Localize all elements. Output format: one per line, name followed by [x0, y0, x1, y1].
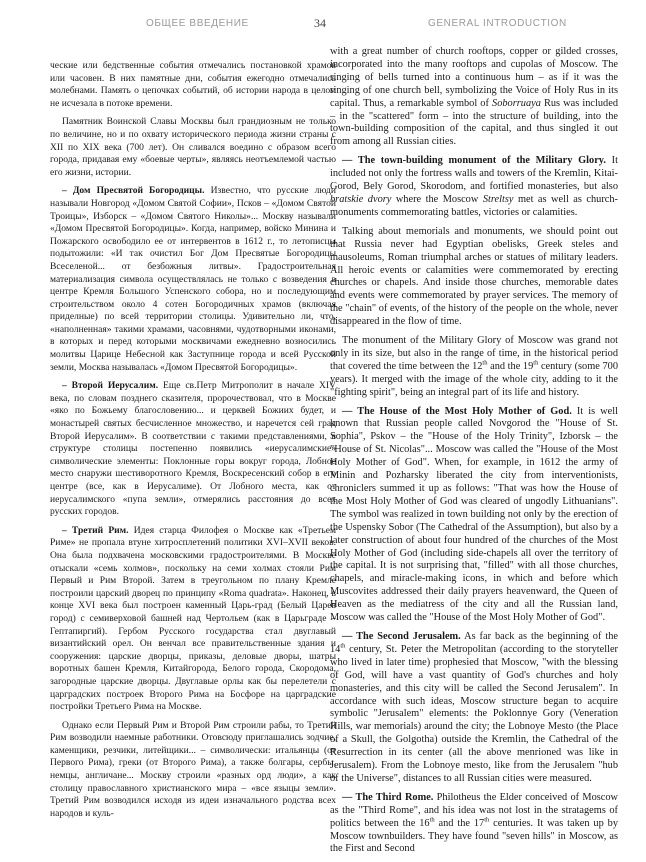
en-p2-italic: bratskie dvory	[330, 193, 392, 205]
en-paragraph-3: Talking about memorials and monuments, we should point out that Russia never had Egyptian obelisks, Greek steles and mausoleums, Roman triumphal arches or statues of military leaders. All heroic events or calamities were commemorated by erecting churches or chapels. And inside those churches, memorable dates and events were commemorated by prayer services. The memory of the "chain" of events, of the history of the people on the whole, never disappeared in the flow of time.	[330, 225, 618, 328]
en-p4-c: century (some 700 years). It merged with the image of the whole city, adding to it the "fighting spirit", being an integral part of its life and history.	[330, 360, 618, 398]
english-column	[330, 46, 618, 862]
page-number: 34	[314, 16, 326, 30]
en-body-house: It is well known that Russian people called Novgorod the "House of St. Sophia", Pskov – the "House of the Holy Trinity", Izborsk – the "House of St. Nicolas"... Moscow was called the "House of the Most Holy Mother of God". When, for example, in 1612 the army of Minin and Pozharsky liberated the city from interventionists, chroniclers summed it up as follows: "That was how the House of the Most Holy Mother of God was cleared of ungodly Lithuanians". The symbol was realized in town building not only by the erection of the Uspensky Sobor (The Cathedral of the Assumption), but also by a later construction of about four hundred of the churches of the Most Holy Mother of God (including side-chapels all over the territory of the capital. It is not surprising that, "filled" with all those churches, chapels, and miracle-making icons, in which and before which Muscovites addressed their daily prayers heavenward, the Queen of Heaven as the mediatress of the city and all the Russian land, Moscow was called the "House of the Most Holy Mother of God".	[330, 405, 618, 624]
ru-heading-house: – Дом Пресвятой Богородицы.	[62, 185, 205, 197]
en-paragraph-military-glory	[330, 155, 618, 220]
ru-heading-jerusalem: – Второй Иерусалим.	[62, 380, 159, 392]
en-p7-c: centuries. It was taken up by Moscow townbuilders. They have found "seven hills" in Moscow, as the First and Second	[330, 817, 618, 855]
ru-body-jerusalem: Еще св.Петр Митрополит в начале XIV века, по словам позднего сказителя, пророчествовал, что в Москве «яко по Божьему благословению... и церквей Божиих будет, и монастырей святых бесчисленное множество, и наречется сей град Второй Иерусалим». В соответствии с такими представлениями, в структуре столицы постепенно появились «иерусалимские» символические элементы: Поклонные горы вокруг города, Лобное место снаружи шестиворотного Кремля, Воскресенский собор в его центре (все, как в Иерусалиме). От Лобного места, как от иерусалимского «пупа земли», отмерялись расстояния до всех русских городов.	[50, 380, 336, 518]
running-head-russian: ОБЩЕЕ ВВЕДЕНИЕ	[146, 18, 249, 29]
en-p2-b: where the Moscow	[391, 193, 483, 205]
russian-column	[50, 60, 336, 826]
ru-paragraph-third-rome	[50, 525, 336, 714]
en-paragraph-third-rome	[330, 792, 618, 857]
en-paragraph-1	[330, 46, 618, 149]
en-p1-end: Rus was included – in the "scattered" form – into the structure of building, into the town-building composition of the capital, and thus singled it out from among all Russian cities.	[330, 97, 618, 148]
en-p1-text: with a great number of church rooftops, copper or gilded crosses, incorporated into the many rooftops and cupolas of Moscow. The ringing of bells turned into a continuous hum – as if it was the ringing of one church bell, symbolizing the Voice of Holy Rus in its capital. Thus, a remarkable symbol of	[330, 46, 618, 109]
en-p2-a: It included not only the fortress walls and towers of the Kremlin, Kitai-Gorod, Bely Gorod, Skorodom, and fortified monasteries, but also	[330, 155, 619, 193]
en-p4-sup1: th	[482, 359, 488, 367]
en-p7-sup1: th	[429, 816, 435, 824]
page-header	[0, 0, 646, 28]
en-p2-italic2: Streltsy	[482, 193, 514, 205]
en-heading-jerusalem: — The Second Jerusalem.	[342, 630, 461, 642]
en-p1-italic: Soborruaya	[492, 97, 541, 109]
en-p7-a: Philotheus the Elder conceived of Moscow as the "Third Rome", and his idea was not lost in the stratagems of politics between the 16	[330, 791, 618, 829]
en-p4-sup2: th	[533, 359, 539, 367]
en-paragraph-house-of-mother-of-god	[330, 406, 618, 625]
en-heading-military-glory: — The town-building monument of the Military Glory.	[342, 155, 606, 167]
running-head-english: GENERAL INTRODUCTION	[428, 18, 567, 29]
ru-heading-third-rome: – Третий Рим.	[62, 524, 129, 536]
en-heading-third-rome: — The Third Rome.	[342, 791, 434, 803]
en-p7-b: and the 17	[434, 817, 485, 829]
ru-paragraph-6: Однако если Первый Рим и Второй Рим строили рабы, то Третий Рим возводили наемные работники. Отовсюду приглашались зодчие, каменщики, резчики, литейщики... – символически: итальянцы (от Первого Рима), греки (от Второго Рима), а также болгары, сербы, немцы, англичане... Москву строили «разных орд люди», а как столицу православного христианского мира – «все языцы земли». Третий Рим возводился исходя из идеи изначального родства всех народов и куль-	[50, 719, 336, 819]
en-heading-house: — The House of the Most Holy Mother of God.	[342, 405, 572, 417]
ru-body-house: Известно, что русские люди называли Новгород «Домом Святой Софии», Псков – «Домом Святой Троицы», Изборск – «Домом Святого Николы»... Москву называли «Домом Пресвятой Богородицы». Когда, например, войско Минина и Пожарского освободило ее от интервентов в 1612 г., то летописцы подытожили: «И так очистил Бог Дом Пресвятые Богородицы Всеселеной... от безбожныя литвы». Градостроительная материализация символа осуществлялась не только с возведения в центре Кремля Большого Успенского собора, но и последующим строительством около 4 сотен Богородичных храмов (включая приделные) по всей территории столицы. Удивительно ли, что, «наполненная» такими храмами, часовнями, чудотворными иконами, в которых и перед которыми москвичами ежедневно возносились молитвы Царице Небесной как Заступнице города и всей Русской земли, Москва называлась «Домом Пресвятой Богородицы».	[50, 185, 337, 373]
en-p4-b: and the 19	[487, 360, 534, 372]
ru-body-third-rome: Идея старца Филофея о Москве как «Третьем Риме» не пропала втуне хитросплетений политики XVI–XVII веков. Она была подхвачена московскими градостроителями. В Москве отыскали «семь холмов», поскольку на семи холмах стояли Рим Первый и Рим Второй. Затем в треугольном по плану Кремле построили царский дворец по принципу «Roma quadrata». Наконец, в конце XVI века был построен каменный Царь-град (Белый Царев город) с семиверховой башней над Чертольем (как в Царьграде – Гептапиргий). Гербом Русского государства стал двуглавый византийский орел. Он венчал все правительственные здания и сооружения: царские дворцы, приказы, деловые дворы, шатры воротных башен Кремля, Китайгорода, Белого города, Скородома, загородные царские дворцы. Двуглавые орлы как бы перелетели с царградских построек Второго Рима на Босфоре на царградские постройки Третьего Рима на Москве.	[50, 524, 336, 713]
ru-paragraph-2: Памятник Воинской Славы Москвы был грандиозным не только по величине, но и по охвату исторического периода жизни страны с XII по XIX века (700 лет). Он сливался воедино с образом всего города, придавая ему «боевые черты», являясь неотъемлемой частью его жизни, истории.	[50, 116, 336, 178]
ru-paragraph-house-of-mother-of-god	[50, 185, 336, 374]
en-p6-sup: th	[340, 642, 346, 650]
en-paragraph-4	[330, 335, 618, 400]
en-paragraph-second-jerusalem	[330, 631, 618, 786]
ru-paragraph-1: ческие или бедственные события отмечались постановкой храмов или часовен. В них памятные дни, события ежегодно отмечались молебнами. Память о цепочках событий, об истории народа в целом не исчезала в потоке времени.	[50, 60, 336, 109]
en-p2-c: met as well as church-monuments commemorating battles, victories or calamities.	[330, 193, 618, 218]
en-p7-sup2: th	[484, 816, 490, 824]
ru-paragraph-second-jerusalem	[50, 380, 336, 519]
en-p6-b: century, St. Peter the Metropolitan (according to the storyteller who lived in later time) prophesied that Moscow, "with the blessing of God, will have a vast quantity of God's churches and holy monasteries, and this city will be called the Second Jerusalem". In accordance with such ideas, Moscow structure began to acquire symbolic "Jerusalem" elements: the Poklonnye Gory (Veneration Hills, war memorials) around the city; the Lobnoye Mesto (the Place of a Skull, the Golgotha) outside the Kremlin, the Cathedral of the Resurrection in its center (all the above menrioned was like in Jerusalem). From the Lobnoye mesto, like from the Jerusalem "hub of the Universe", distances to all Russian cities were measured.	[330, 643, 618, 784]
en-p4-a: The monument of the Military Glory of Moscow was grand not only in its size, but also in the range of time, in the historical period that covered the time between the 12	[330, 335, 618, 372]
en-p6-a: As far back as the beginning of the 14	[330, 630, 618, 655]
